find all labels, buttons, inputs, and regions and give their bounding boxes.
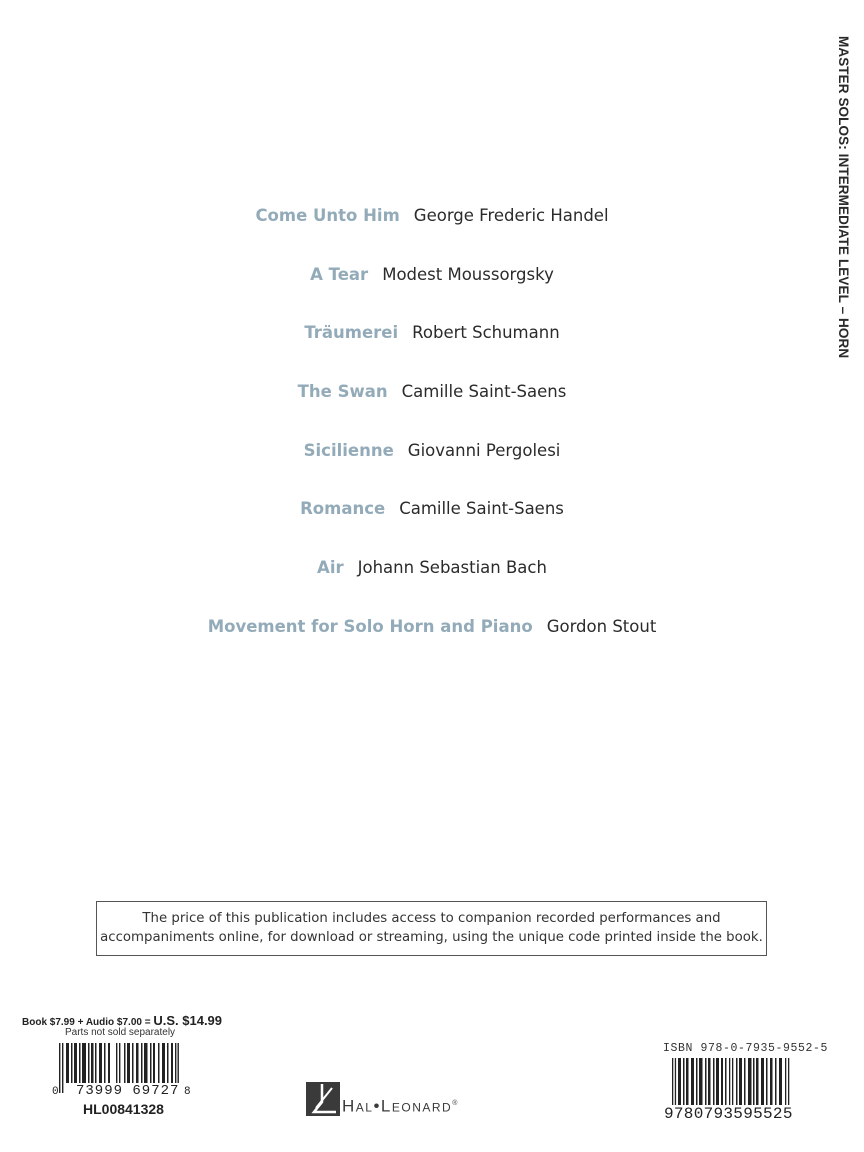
piece-title: Air (317, 558, 344, 577)
isbn-barcode-digits: 9780793595525 (664, 1105, 793, 1123)
spine-title: MASTER SOLOS: INTERMEDIATE LEVEL – HORN (836, 36, 851, 359)
piece-title: A Tear (310, 265, 369, 284)
online-audio-notice (96, 901, 767, 956)
isbn-label: ISBN 978-0-7935-9552-5 (663, 1042, 829, 1055)
piece-title: Come Unto Him (255, 206, 400, 225)
hal-leonard-mark-icon (306, 1082, 340, 1116)
parts-note: Parts not sold separately (65, 1027, 176, 1038)
composer-name: Gordon Stout (546, 617, 657, 636)
notice-line-1: The price of this publication includes access to companion recorded performances and (142, 911, 721, 926)
contents-entry (0, 264, 864, 286)
composer-name: Camille Saint-Saens (399, 499, 564, 518)
upc-trail-digit: 8 (184, 1086, 191, 1098)
piece-title: Movement for Solo Horn and Piano (207, 617, 533, 636)
price-breakdown: Book $7.99 + Audio $7.00 = (22, 1017, 154, 1028)
composer-name: Robert Schumann (412, 323, 560, 342)
hal-leonard-logo (306, 1082, 459, 1116)
contents-entry (0, 205, 864, 227)
price-line (22, 1013, 222, 1028)
piece-title: Sicilienne (303, 441, 394, 460)
piece-title: Träumerei (304, 323, 399, 342)
composer-name: Modest Moussorgsky (382, 265, 554, 284)
contents-entry (0, 322, 864, 344)
upc-main-digits: 73999 69727 (76, 1083, 180, 1099)
composer-name: George Frederic Handel (413, 206, 609, 225)
piece-title: Romance (300, 499, 386, 518)
contents-entry (0, 440, 864, 462)
price-total: U.S. $14.99 (153, 1013, 223, 1028)
contents-entry (0, 381, 864, 403)
contents-entry (0, 557, 864, 579)
piece-title: The Swan (297, 382, 388, 401)
upc-lead-digit: 0 (52, 1086, 59, 1098)
notice-line-2: accompaniments online, for download or streaming, using the unique code printed inside the book. (100, 930, 763, 945)
composer-name: Johann Sebastian Bach (357, 558, 547, 577)
composer-name: Camille Saint-Saens (401, 382, 567, 401)
composer-name: Giovanni Pergolesi (407, 441, 561, 460)
item-code: HL00841328 (83, 1101, 164, 1117)
contents-entry (0, 616, 864, 638)
publisher-name: Hal•Leonard® (342, 1097, 459, 1116)
contents-entry (0, 498, 864, 520)
